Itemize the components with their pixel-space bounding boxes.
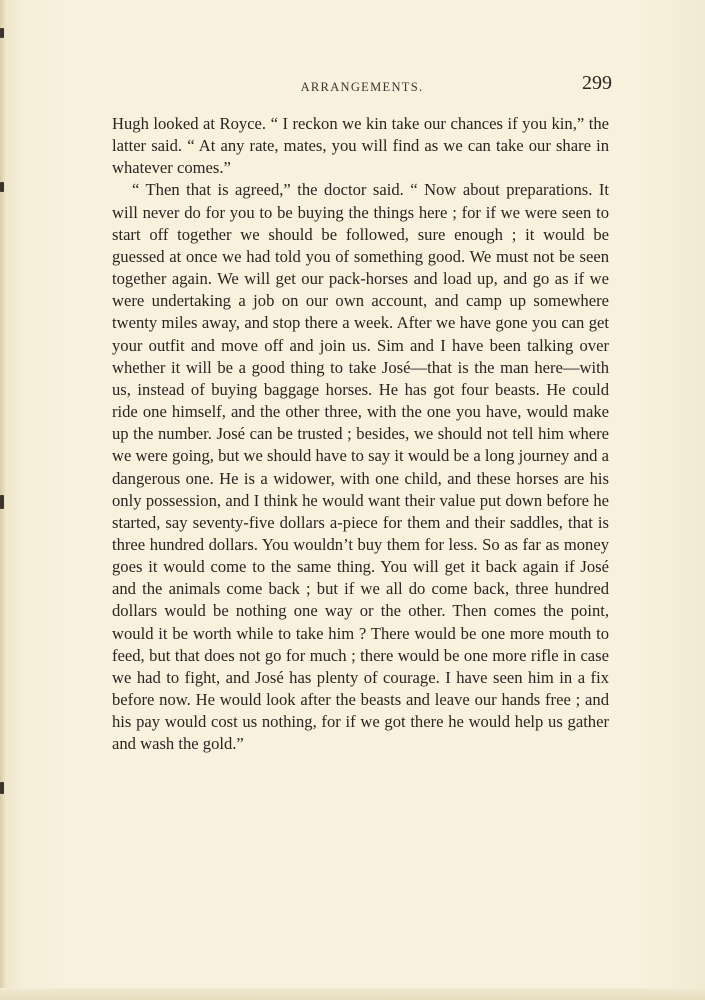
page-number: 299 [582,72,612,94]
paragraph: “ Then that is agreed,” the doctor said. “ Now about preparations. It will never do for you to be buying the things here ; for if we were seen to start off together we should be followed, sure enough ; it would be guessed at once we had told you of something good. We must not be seen together again. We will get our pack-horses and load up, and go as if we were undertaking a job on our own account, and camp up somewhere twenty miles away, and stop there a week. After we have gone you can get your outfit and move off and join us. Sim and I have been talking over whether it will be a good thing to take José—that is the man here—with us, instead of buying baggage horses. He has got four beasts. He could ride one himself, and the other three, with the one you have, would make up the number. José can be trusted ; besides, we should not tell him where we were going, but we should have to say it would be a long journey and a dangerous one. He is a widower, with one child, and these horses are his only possession, and I think he would want their value put down before he started, say seventy-five dollars a-piece for them and their saddles, that is three hundred dollars. You wouldn’t buy them for less. So as far as money goes it would come to the same thing. You will get it back again if José and the animals come back ; but if we all do come back, three hundred dollars would be nothing one way or the other. Then comes the point, would it be worth while to take him ? There would be one more mouth to feed, but that does not go for much ; there would be one more rifle in case we had to fight, and José has plenty of courage. I have seen him in a fix before now. He would look after the beasts and leave our hands free ; and his pay would cost us nothing, for if we got there he would help us gather and wash the gold.” [112,180,609,754]
paragraph: Hugh looked at Royce. “ I reckon we kin take our chances if you kin,” the latter said. “ At any rate, mates, you will find as we can take our share in whatever comes.” [112,114,609,178]
page-header [112,72,612,100]
binding-mark [0,182,4,192]
page-bottom-edge [0,988,705,1000]
binding-mark [0,782,4,794]
binding-mark [0,495,4,509]
body-text [112,113,609,756]
running-head: ARRANGEMENTS. [300,80,424,94]
binding-mark [0,28,4,38]
